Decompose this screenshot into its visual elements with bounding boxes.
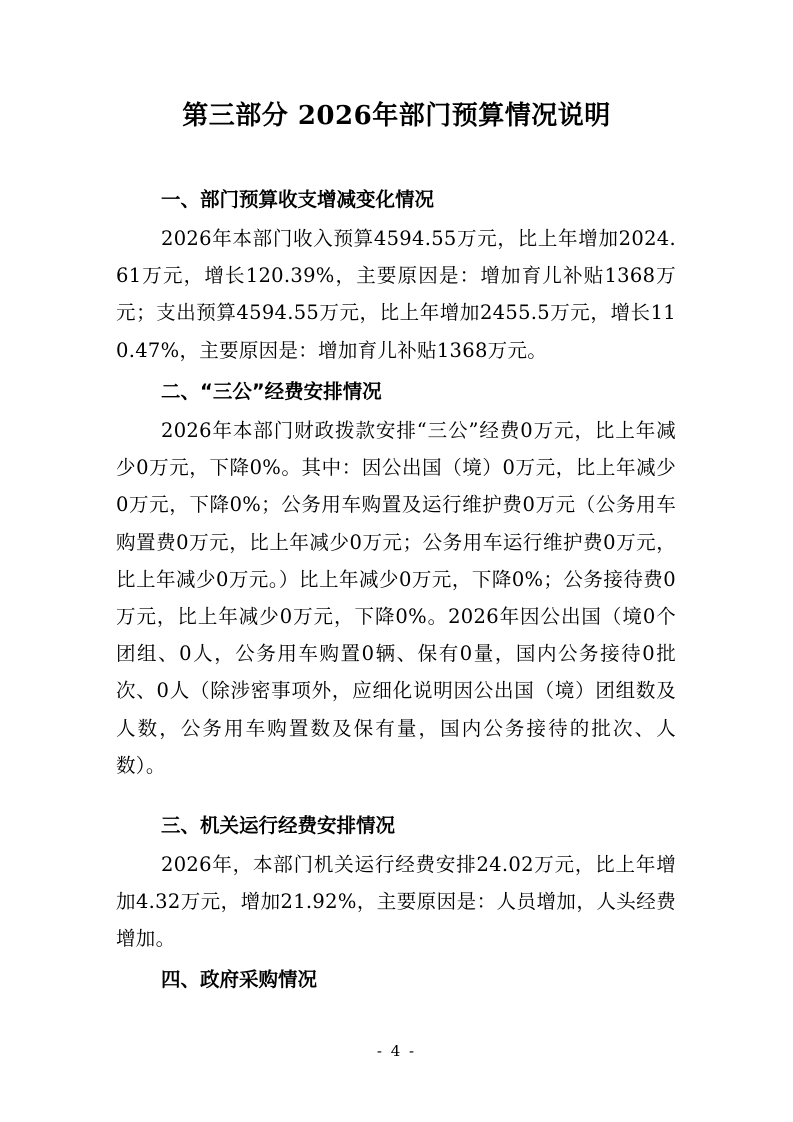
section-paragraph-budget-changes: 2026年本部门收入预算4594.55万元，比上年增加2024.61万元，增长120.39%，主要原因是：增加育儿补贴1368万元；支出预算4594.55万元，比上年增加2455.5万元，增长110.47%，主要原因是：增加育儿补贴1368万元。 bbox=[116, 227, 676, 362]
section-heading-agency-operating-costs: 三、机关运行经费安排情况 bbox=[161, 814, 396, 837]
section-heading-budget-changes: 一、部门预算收支增减变化情况 bbox=[161, 188, 435, 211]
section-paragraph-agency-operating-costs: 2026年，本部门机关运行经费安排24.02万元，比上年增加4.32万元，增加21.92%，主要原因是：人员增加，人头经费增加。 bbox=[116, 853, 676, 951]
section-paragraph-three-public-expenses: 2026年本部门财政拨款安排“三公”经费0万元，比上年减少0万元，下降0%。其中：因公出国（境）0万元，比上年减少0万元，下降0%；公务用车购置及运行维护费0万元（公务用车购置费0万元，比上年减少0万元；公务用车运行维护费0万元，比上年减少0万元。）比上年减少0万元，下降0%；公务接待费0万元，比上年减少0万元，下降0%。2026年因公出国（境0个团组、0人，公务用车购置0辆、保有0量，国内公务接待0批次、0人（除涉密事项外，应细化说明因公出国（境）团组数及人数，公务用车购置数及保有量，国内公务接待的批次、人数）。 bbox=[116, 419, 676, 777]
section-heading-government-procurement: 四、政府采购情况 bbox=[161, 968, 318, 991]
section-heading-three-public-expenses: 二、“三公”经费安排情况 bbox=[161, 380, 382, 403]
page-number: - 4 - bbox=[376, 1042, 417, 1060]
page-title: 第三部分 2026年部门预算情况说明 bbox=[182, 101, 611, 131]
